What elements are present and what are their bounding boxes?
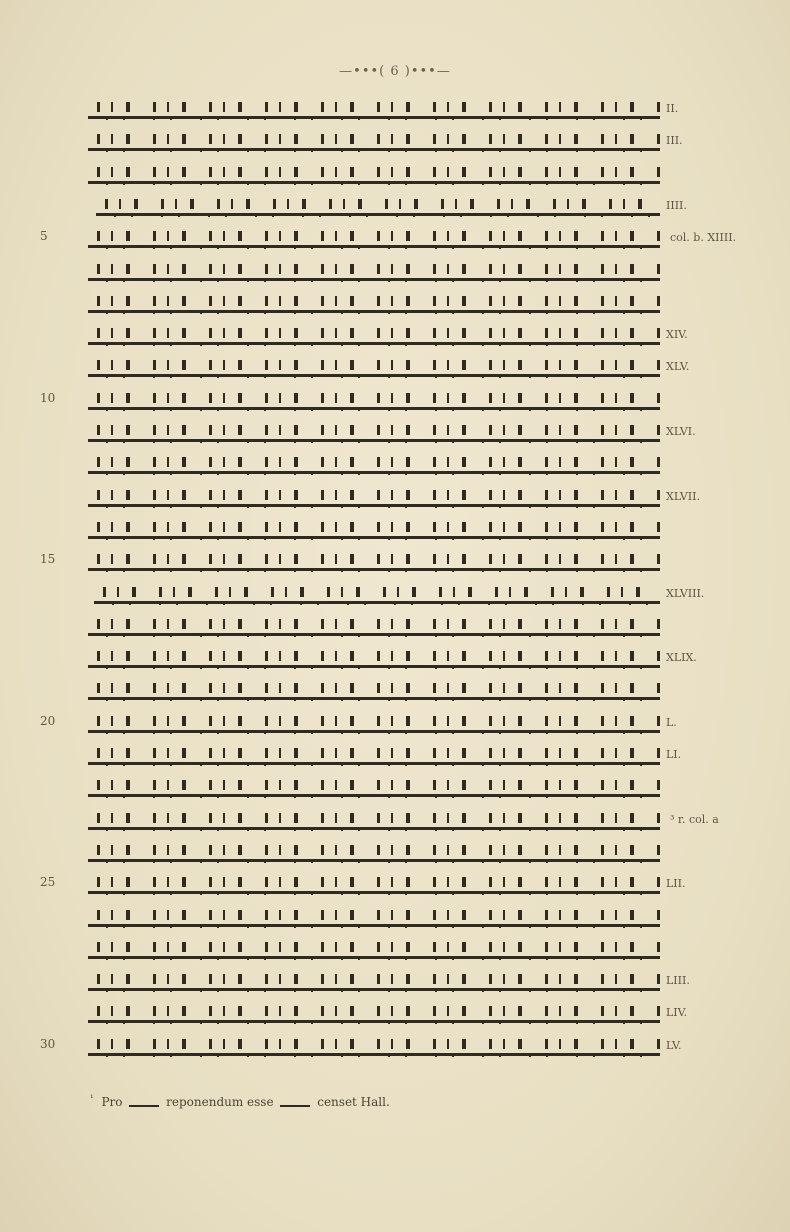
syriac-text-line: [88, 1010, 660, 1023]
roman-numeral: XLVIII.: [666, 586, 705, 600]
syriac-text-line: [88, 946, 660, 959]
roman-numeral: IIII.: [666, 198, 687, 212]
text-line: [0, 577, 790, 611]
syriac-text-line: [88, 235, 660, 248]
syriac-text-line: [88, 978, 660, 991]
section-number: [666, 296, 670, 309]
section-number: [666, 877, 690, 890]
section-number: [666, 651, 701, 664]
text-line: [0, 512, 790, 546]
footnote-text-after: censet Hall.: [317, 1095, 390, 1109]
syriac-text-line: [88, 817, 660, 830]
syriac-text-line: [88, 138, 660, 151]
text-line: [0, 447, 790, 481]
text-line: [0, 189, 790, 223]
syriac-text-line: [88, 494, 660, 507]
roman-numeral: II.: [666, 102, 679, 115]
text-line: [0, 835, 790, 869]
section-number: [666, 425, 700, 438]
section-number: [666, 393, 670, 406]
footnote-syriac-word: [129, 1099, 159, 1107]
syriac-text-line: [88, 106, 660, 119]
text-line: [0, 254, 790, 288]
syriac-text-line: [88, 655, 660, 668]
footnote-marker: ¹: [90, 1094, 94, 1104]
text-line: [0, 157, 790, 191]
section-number: [666, 942, 670, 955]
section-number: [666, 167, 670, 180]
roman-numeral: L.: [666, 715, 677, 729]
syriac-text-line: [88, 300, 660, 313]
text-line: [0, 770, 790, 804]
text-line: [0, 706, 790, 740]
text-line: [0, 480, 790, 514]
section-number: [666, 360, 693, 373]
page-number-header: —•••( 6 )•••—: [339, 64, 451, 79]
text-line: [0, 738, 790, 772]
roman-numeral: LI.: [666, 748, 682, 761]
roman-numeral: XLV.: [666, 360, 690, 374]
syriac-text-line: [88, 526, 660, 539]
syriac-text-line: [88, 397, 660, 410]
roman-numeral: XLVII.: [666, 489, 700, 503]
roman-numeral: LV.: [666, 1038, 682, 1052]
text-line: [0, 641, 790, 675]
section-number: [666, 748, 685, 761]
text-line: [0, 900, 790, 934]
roman-numeral: XLVI.: [666, 425, 696, 438]
section-number: [666, 328, 692, 341]
line-number: 20: [40, 713, 56, 728]
section-number: [666, 1039, 686, 1052]
section-number: [666, 683, 670, 696]
syriac-text-line: [88, 461, 660, 474]
text-line: [0, 932, 790, 966]
section-number: [666, 554, 670, 567]
margin-note: col. b. XIIII.: [670, 231, 737, 245]
text-line: [0, 124, 790, 158]
syriac-text-line: [88, 558, 660, 571]
section-number: [666, 522, 670, 535]
roman-numeral: LIII.: [666, 974, 690, 988]
syriac-text-line: [88, 849, 660, 862]
syriac-text-line: [88, 171, 660, 184]
syriac-text-line: [88, 429, 660, 442]
section-number: [666, 1006, 691, 1019]
footnote-syriac-word-alt: [280, 1099, 310, 1107]
text-line: [0, 996, 790, 1030]
line-number: 25: [40, 875, 56, 890]
syriac-text-line: [88, 752, 660, 765]
text-line: [0, 415, 790, 449]
section-number: [666, 134, 687, 147]
text-line: [0, 609, 790, 643]
section-number: [666, 780, 670, 793]
syriac-text-line: [88, 332, 660, 345]
syriac-text-line: [88, 623, 660, 636]
section-number: [666, 619, 670, 632]
text-line: [0, 1029, 790, 1063]
syriac-text-line: [88, 364, 660, 377]
text-line: [0, 92, 790, 126]
line-number: 5: [40, 229, 48, 244]
syriac-text-line: [88, 784, 660, 797]
section-number: [666, 587, 708, 600]
footnote-text-middle: reponendum esse: [166, 1095, 274, 1109]
syriac-text-line: [88, 268, 660, 281]
section-number: [666, 231, 736, 244]
footnote: [90, 1094, 390, 1109]
syriac-text-line: [88, 914, 660, 927]
roman-numeral: LII.: [666, 877, 686, 891]
syriac-text-line: [94, 591, 660, 604]
section-number: [666, 490, 704, 503]
syriac-text-line: [88, 1043, 660, 1056]
section-number: [666, 974, 694, 987]
text-line: [0, 964, 790, 998]
syriac-text-line: [88, 687, 660, 700]
line-number: 10: [40, 390, 56, 405]
section-number: [666, 199, 691, 212]
margin-note: ³ r. col. a: [670, 812, 719, 826]
text-line: [0, 318, 790, 352]
text-line: [0, 673, 790, 707]
text-line: [0, 803, 790, 837]
roman-numeral: LIV.: [666, 1006, 688, 1020]
roman-numeral: XLIX.: [666, 651, 697, 665]
syriac-text-line: [88, 720, 660, 733]
section-number: [666, 457, 670, 470]
section-number: [666, 264, 670, 277]
line-number: 30: [40, 1036, 56, 1051]
text-line: [0, 544, 790, 578]
section-number: [666, 102, 682, 115]
roman-numeral: III.: [666, 134, 683, 148]
roman-numeral: XIV.: [666, 328, 688, 342]
syriac-text-line: [96, 203, 660, 216]
syriac-text-line: [88, 881, 660, 894]
text-line: [0, 286, 790, 320]
text-line: [0, 350, 790, 384]
text-line: [0, 221, 790, 255]
section-number: [666, 716, 681, 729]
footnote-text-before: Pro: [101, 1095, 123, 1109]
section-number: [666, 845, 670, 858]
line-number: 15: [40, 552, 56, 567]
text-line: [0, 383, 790, 417]
text-line: [0, 867, 790, 901]
section-number: [666, 910, 670, 923]
section-number: [666, 813, 719, 826]
